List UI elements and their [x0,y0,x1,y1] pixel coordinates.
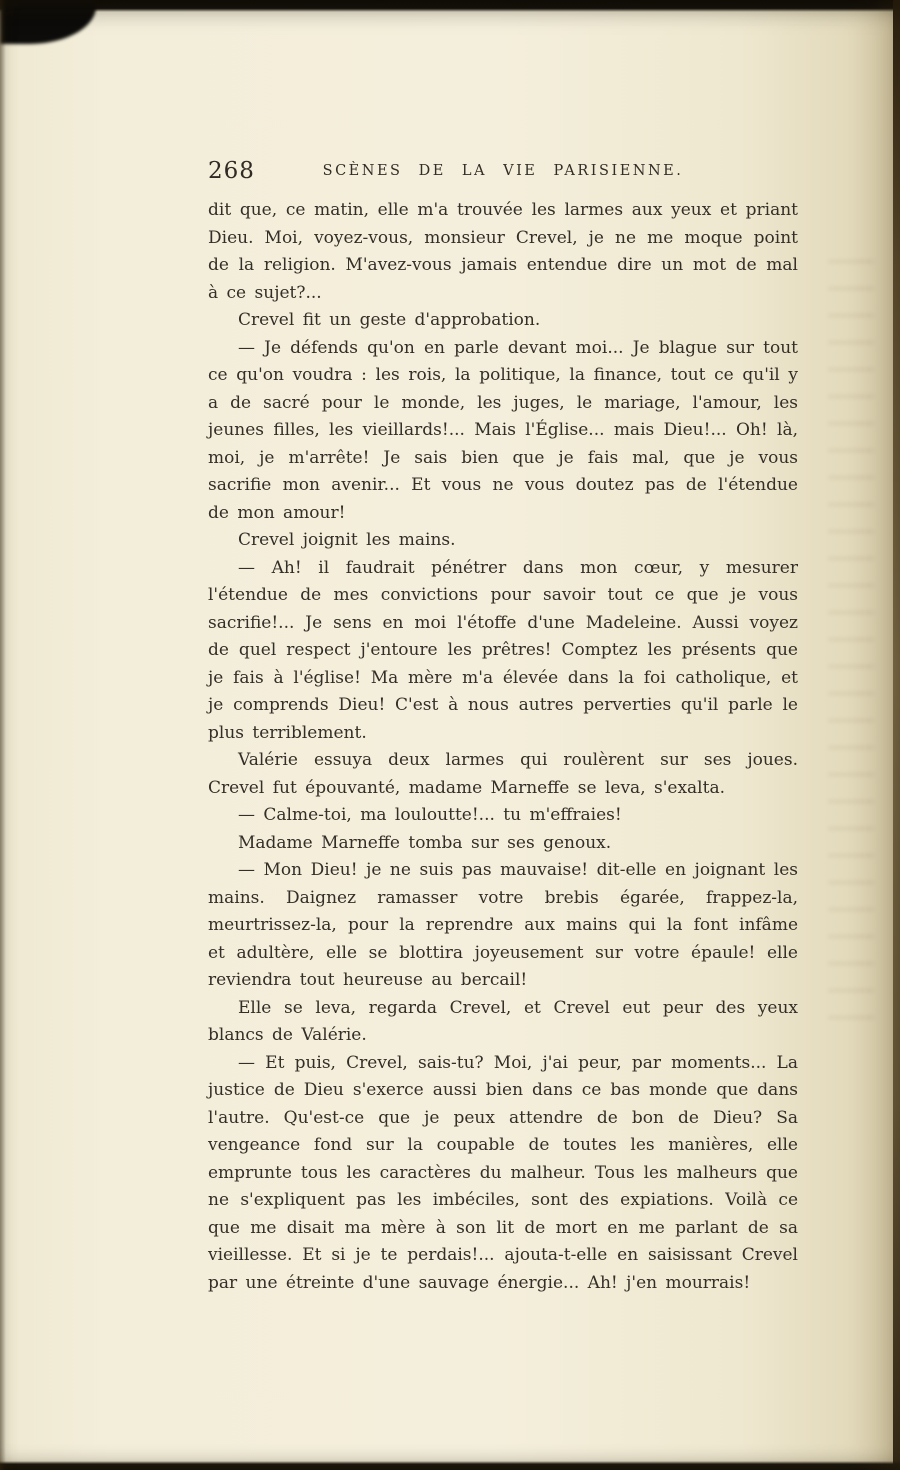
scan-edge-bottom [0,1461,900,1470]
paragraph: — Et puis, Crevel, sais-tu? Moi, j'ai peur, par moments... La justice de Dieu s'exerce aussi bien dans ce bas monde que dans l'autre. Qu'est-ce que je peux attendre de bon de Dieu? Sa vengeance fond sur la coupable de toutes les manières, elle emprunte tous les caractères du malheur. Tous les malheurs que ne s'expliquent pas les imbéciles, sont des expiations. Voilà ce que me disait ma mère à son lit de mort en me parlant de sa vieillesse. Et si je te perdais!... ajouta-t-elle en saisissant Crevel par une étreinte d'une sauvage énergie... Ah! j'en mourrais! [208,1052,798,1293]
paragraph: Crevel fit un geste d'approbation. [238,310,541,330]
paragraph: Madame Marneffe tomba sur ses genoux. [238,832,612,853]
paragraph: Elle se leva, regarda Crevel, et Crevel eut peur des yeux blancs de Valérie. [208,997,798,1045]
paragraph: — Calme-toi, ma louloutte!... tu m'effraies! [238,805,622,825]
page-header [208,158,798,188]
text-block [208,197,798,1297]
scan-edge-left [0,0,6,1470]
scan-corner-top-left [0,0,96,44]
paragraph: Valérie essuya deux larmes qui roulèrent sur ses joues. Crevel fut épouvanté, madame Marneffe se leva, s'exalta. [208,750,798,798]
paragraph: Crevel joignit les mains. [238,530,456,550]
paragraph: — Ah! il faudrait pénétrer dans mon cœur, y mesurer l'étendue de mes convictions pour savoir tout ce que je vous sacrifie!... Je sens en moi l'étoffe d'une Madeleine. Aussi voyez de quel respect j'entoure les prêtres! Comptez les présents que je fais à l'église! Ma mère m'a élevée dans la foi catholique, et je comprends Dieu! C'est à nous autres perverties qu'il parle le plus terriblement. [208,557,798,743]
paragraph: — Mon Dieu! je ne suis pas mauvaise! dit-elle en joignant les mains. Daignez ramasser votre brebis égarée, frappez-la, meurtrissez-la, pour la reprendre aux mains qui la font infâme et adultère, elle se blottira joyeusement sur votre épaule! elle reviendra tout heureuse au bercail! [208,860,798,990]
scan-edge-top [0,0,900,12]
running-title: SCÈNES DE LA VIE PARISIENNE. [322,163,684,179]
ink-bleed-through [828,260,874,1020]
paragraph: dit que, ce matin, elle m'a trouvée les larmes aux yeux et priant Dieu. Moi, voyez-vous, monsieur Crevel, je ne me moque point de la religion. M'avez-vous jamais entendue dire un mot de mal à ce sujet?... [208,200,798,303]
paragraph: — Je défends qu'on en parle devant moi... Je blague sur tout ce qu'on voudra : les rois, la politique, la finance, tout ce qu'il y a de sacré pour le monde, les juges, le mariage, l'amour, les jeunes filles, les vieillards!... Mais l'Église... mais Dieu!... Oh! là, moi, je m'arrête! Je sais bien que je fais mal, que je vous sacrifie mon avenir... Et vous ne vous doutez pas de l'étendue de mon amour! [208,337,798,523]
scan-edge-right [893,0,900,1470]
page-number: 268 [208,158,255,184]
